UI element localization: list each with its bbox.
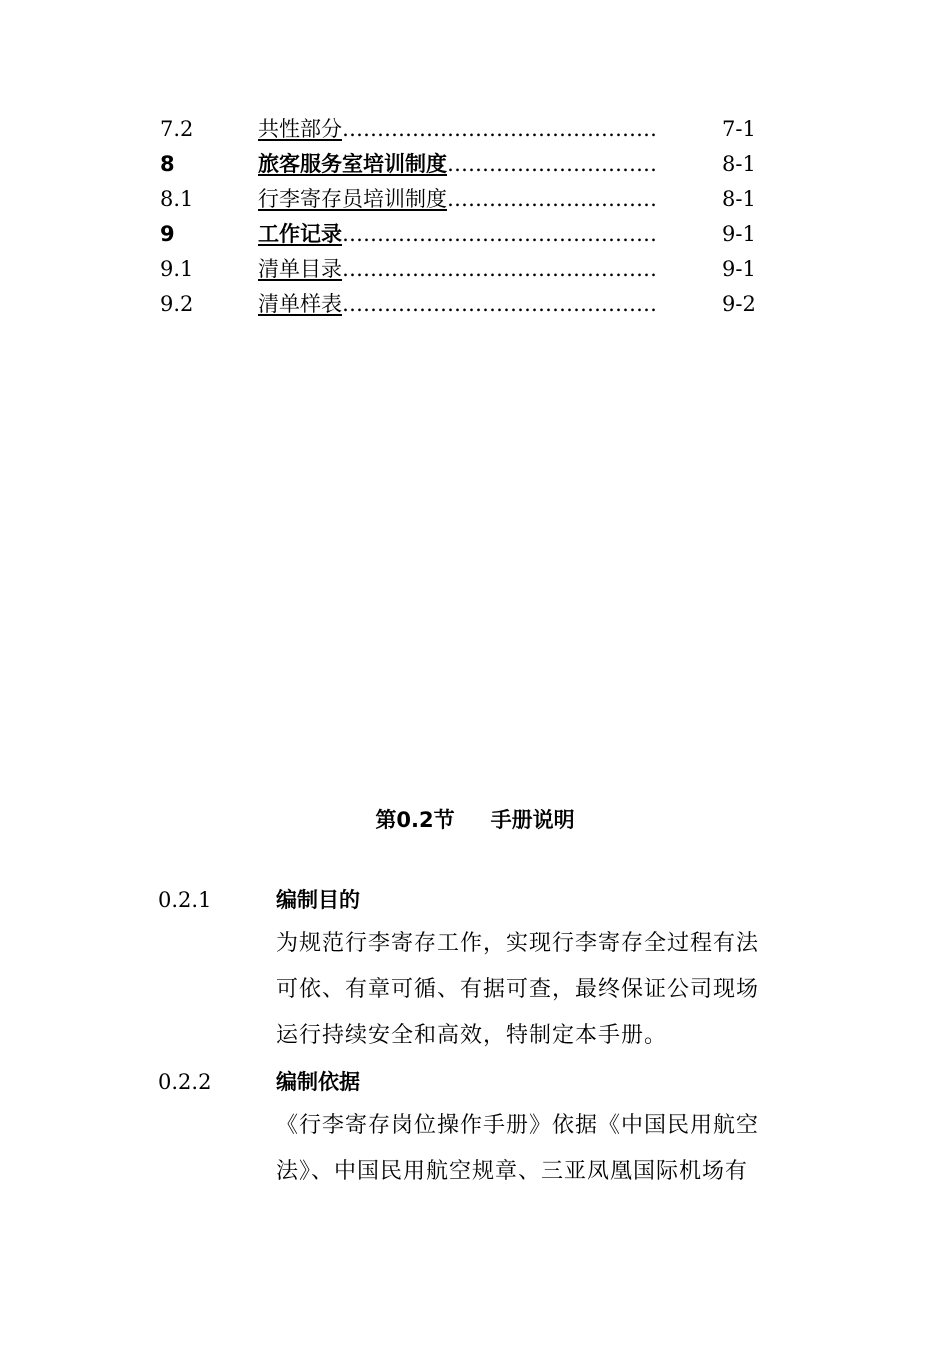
toc-number: 8 (160, 152, 175, 176)
paragraph-line: 运行持续安全和高效，特制定本手册。 (276, 1023, 668, 1048)
paragraph-basis (276, 1103, 806, 1195)
section-number: 第0.2节 (375, 808, 455, 832)
section-heading (0, 804, 950, 836)
subsection-number: 0.2.2 (158, 1070, 212, 1094)
toc-page-number: 9-1 (722, 257, 756, 281)
toc-link[interactable]: 工作记录 (258, 222, 342, 246)
toc-leader-dots: ………………………… (447, 187, 657, 211)
toc-title[interactable] (258, 252, 686, 287)
toc-title[interactable] (258, 112, 686, 147)
paragraph-purpose (276, 921, 806, 1059)
toc-link[interactable]: 旅客服务室培训制度 (258, 152, 447, 176)
toc-title[interactable] (258, 147, 686, 182)
toc-link[interactable]: 清单目录 (258, 257, 342, 281)
toc-page-number: 8-1 (722, 152, 756, 176)
toc-leader-dots: ……………………………………… (342, 222, 657, 246)
toc-link[interactable]: 共性部分 (258, 117, 342, 141)
toc-row-9[interactable] (160, 217, 780, 252)
toc-page-number: 9-2 (722, 292, 756, 316)
toc-number: 9.2 (160, 292, 194, 316)
toc-link[interactable]: 清单样表 (258, 292, 342, 316)
toc-leader-dots: ……………………………………… (342, 257, 657, 281)
paragraph-line: 法》、中国民用航空规章、三亚凤凰国际机场有 (276, 1159, 749, 1184)
toc-number: 8.1 (160, 187, 194, 211)
paragraph-line: 《行李寄存岗位操作手册》依据《中国民用航空 (276, 1113, 760, 1138)
toc-leader-dots: ………………………… (447, 152, 657, 176)
toc-number: 9.1 (160, 257, 194, 281)
toc-link[interactable]: 行李寄存员培训制度 (258, 187, 447, 211)
toc-number: 7.2 (160, 117, 194, 141)
toc-row-7-2[interactable] (160, 112, 780, 147)
toc-title[interactable] (258, 182, 686, 217)
toc-title[interactable] (258, 217, 686, 252)
subsection-number: 0.2.1 (158, 888, 212, 912)
subsection-label: 编制目的 (276, 888, 360, 912)
paragraph-line: 可依、有章可循、有据可查，最终保证公司现场 (276, 977, 760, 1002)
toc-page-number: 7-1 (722, 117, 756, 141)
toc-title[interactable] (258, 287, 686, 322)
toc-leader-dots: ……………………………………… (342, 117, 657, 141)
toc-leader-dots: ……………………………………… (342, 292, 657, 316)
toc-page-number: 8-1 (722, 187, 756, 211)
toc-row-8-1[interactable] (160, 182, 780, 217)
table-of-contents (160, 112, 780, 322)
toc-page-number: 9-1 (722, 222, 756, 246)
toc-number: 9 (160, 222, 175, 246)
section-title: 手册说明 (490, 808, 575, 832)
toc-row-8[interactable] (160, 147, 780, 182)
paragraph-line: 为规范行李寄存工作，实现行李寄存全过程有法 (276, 931, 760, 956)
toc-row-9-2[interactable] (160, 287, 780, 322)
subsection-label: 编制依据 (276, 1070, 360, 1094)
toc-row-9-1[interactable] (160, 252, 780, 287)
